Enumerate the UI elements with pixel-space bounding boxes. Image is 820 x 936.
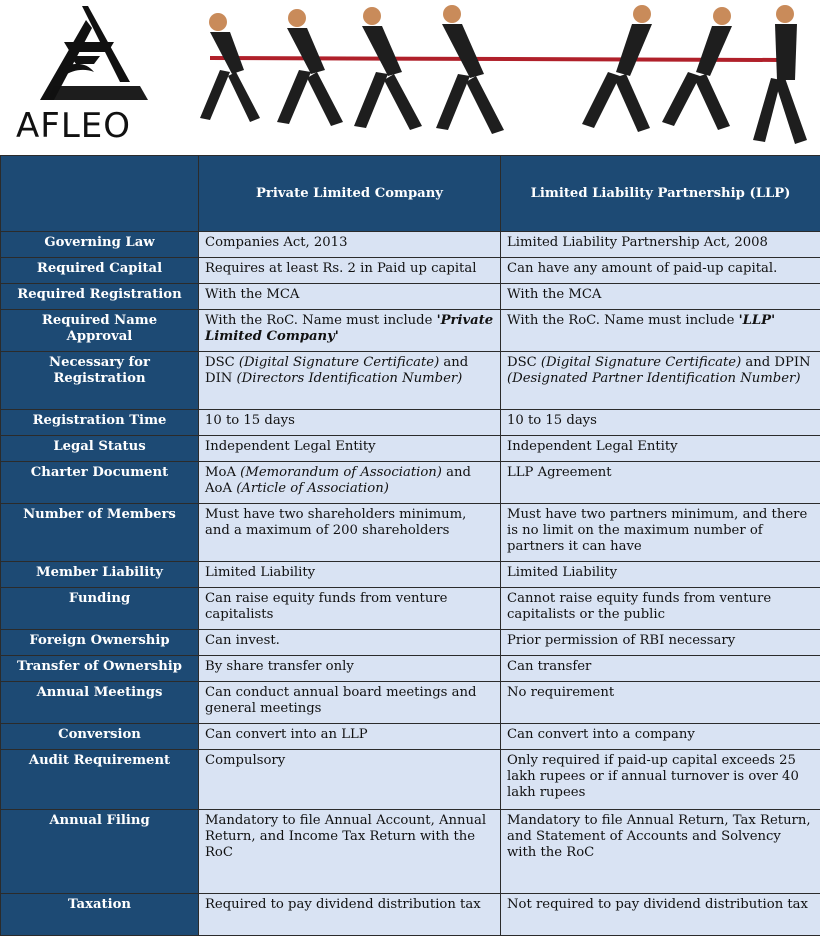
cell-text: and DIN bbox=[205, 355, 468, 386]
cell-italic: (Memorandum of Association) bbox=[240, 465, 442, 480]
llp-cell: Can transfer bbox=[501, 656, 820, 682]
cell-italic: (Digital Signature Certificate) bbox=[541, 355, 741, 370]
table-row bbox=[1, 810, 820, 894]
llp-cell: No requirement bbox=[501, 682, 820, 724]
row-label: Required Registration bbox=[1, 284, 199, 310]
table-row bbox=[1, 436, 820, 462]
pvt-cell: By share transfer only bbox=[199, 656, 501, 682]
table-row bbox=[1, 258, 820, 284]
pvt-cell: Independent Legal Entity bbox=[199, 436, 501, 462]
pvt-cell: Limited Liability bbox=[199, 562, 501, 588]
row-label: Required Capital bbox=[1, 258, 199, 284]
table-row bbox=[1, 410, 820, 436]
cell-emphasis: 'LLP' bbox=[739, 313, 776, 328]
table-row bbox=[1, 352, 820, 410]
llp-cell bbox=[501, 310, 820, 352]
cell-text: and DPIN bbox=[741, 355, 810, 370]
column-header-llp: Limited Liability Partnership (LLP) bbox=[501, 156, 820, 232]
cell-text: and AoA bbox=[205, 465, 471, 496]
pvt-cell: Must have two shareholders minimum, and a maximum of 200 shareholders bbox=[199, 504, 501, 562]
cell-italic: (Digital Signature Certificate) bbox=[239, 355, 439, 370]
llp-cell: Must have two partners minimum, and there is no limit on the maximum number of partners it can have bbox=[501, 504, 820, 562]
llp-cell: Independent Legal Entity bbox=[501, 436, 820, 462]
row-label: Governing Law bbox=[1, 232, 199, 258]
table-row bbox=[1, 232, 820, 258]
row-label: Transfer of Ownership bbox=[1, 656, 199, 682]
pvt-cell: Can conduct annual board meetings and general meetings bbox=[199, 682, 501, 724]
table-row bbox=[1, 284, 820, 310]
llp-cell: Limited Liability bbox=[501, 562, 820, 588]
pvt-cell: With the MCA bbox=[199, 284, 501, 310]
pvt-cell: Requires at least Rs. 2 in Paid up capital bbox=[199, 258, 501, 284]
row-label: Charter Document bbox=[1, 462, 199, 504]
llp-cell: With the MCA bbox=[501, 284, 820, 310]
row-label: Member Liability bbox=[1, 562, 199, 588]
cell-emphasis: 'Private Limited Company' bbox=[205, 313, 493, 344]
llp-cell: Prior permission of RBI necessary bbox=[501, 630, 820, 656]
cell-text: With the RoC. Name must include bbox=[205, 313, 437, 328]
pvt-cell: Mandatory to file Annual Account, Annual Return, and Income Tax Return with the RoC bbox=[199, 810, 501, 894]
row-label: Required Name Approval bbox=[1, 310, 199, 352]
llp-cell: LLP Agreement bbox=[501, 462, 820, 504]
table-row bbox=[1, 724, 820, 750]
cell-italic: (Article of Association) bbox=[236, 481, 389, 496]
llp-cell: Not required to pay dividend distribution tax bbox=[501, 894, 820, 936]
row-label: Funding bbox=[1, 588, 199, 630]
row-label: Necessary for Registration bbox=[1, 352, 199, 410]
pvt-cell: Required to pay dividend distribution tax bbox=[199, 894, 501, 936]
table-row bbox=[1, 682, 820, 724]
pvt-cell: 10 to 15 days bbox=[199, 410, 501, 436]
table-row bbox=[1, 588, 820, 630]
llp-cell: Can convert into a company bbox=[501, 724, 820, 750]
row-label: Conversion bbox=[1, 724, 199, 750]
cell-text: DSC bbox=[507, 355, 541, 370]
pvt-cell: Compulsory bbox=[199, 750, 501, 810]
row-label: Number of Members bbox=[1, 504, 199, 562]
table-row bbox=[1, 656, 820, 682]
row-label: Audit Requirement bbox=[1, 750, 199, 810]
row-label: Legal Status bbox=[1, 436, 199, 462]
llp-cell: Cannot raise equity funds from venture capitalists or the public bbox=[501, 588, 820, 630]
pvt-cell: Companies Act, 2013 bbox=[199, 232, 501, 258]
cell-italic: (Directors Identification Number) bbox=[237, 371, 463, 386]
pvt-cell bbox=[199, 352, 501, 410]
llp-cell bbox=[501, 352, 820, 410]
tug-of-war-illustration-icon bbox=[180, 0, 820, 155]
llp-cell: 10 to 15 days bbox=[501, 410, 820, 436]
table-row bbox=[1, 462, 820, 504]
llp-cell: Only required if paid-up capital exceeds 25 lakh rupees or if annual turnover is over 40 lakh rupees bbox=[501, 750, 820, 810]
pvt-cell: Can convert into an LLP bbox=[199, 724, 501, 750]
llp-cell: Can have any amount of paid-up capital. bbox=[501, 258, 820, 284]
cell-text: MoA bbox=[205, 465, 240, 480]
table-row bbox=[1, 310, 820, 352]
row-label: Registration Time bbox=[1, 410, 199, 436]
pvt-cell bbox=[199, 310, 501, 352]
cell-text: DSC bbox=[205, 355, 239, 370]
cell-text: With the RoC. Name must include bbox=[507, 313, 739, 328]
header-corner bbox=[1, 156, 199, 232]
table-row bbox=[1, 630, 820, 656]
table-row bbox=[1, 562, 820, 588]
llp-cell: Limited Liability Partnership Act, 2008 bbox=[501, 232, 820, 258]
comparison-table bbox=[0, 155, 820, 936]
row-label: Taxation bbox=[1, 894, 199, 936]
cell-italic: (Designated Partner Identification Number) bbox=[507, 371, 800, 386]
row-label: Foreign Ownership bbox=[1, 630, 199, 656]
table-row bbox=[1, 894, 820, 936]
pvt-cell: Can invest. bbox=[199, 630, 501, 656]
pvt-cell: Can raise equity funds from venture capitalists bbox=[199, 588, 501, 630]
column-header-pvt: Private Limited Company bbox=[199, 156, 501, 232]
brand-name: AFLEO bbox=[16, 106, 131, 146]
row-label: Annual Filing bbox=[1, 810, 199, 894]
row-label: Annual Meetings bbox=[1, 682, 199, 724]
pvt-cell bbox=[199, 462, 501, 504]
llp-cell: Mandatory to file Annual Return, Tax Return, and Statement of Accounts and Solvency with the RoC bbox=[501, 810, 820, 894]
table-row bbox=[1, 750, 820, 810]
header-banner bbox=[0, 0, 820, 155]
table-row bbox=[1, 504, 820, 562]
